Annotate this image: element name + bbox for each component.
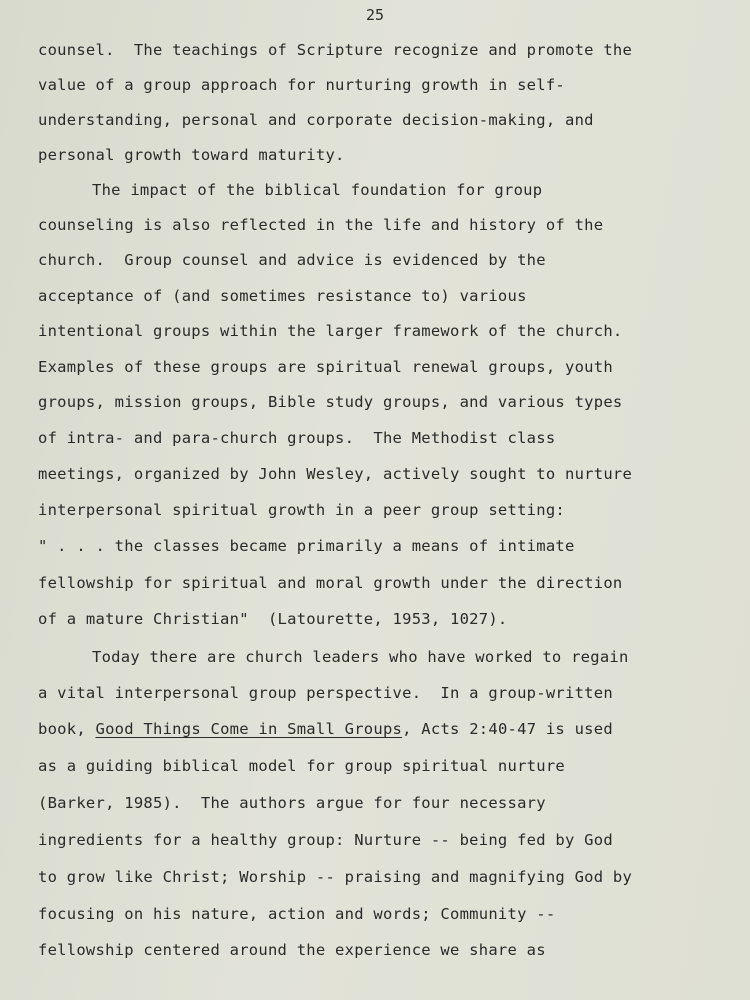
text-line: Examples of these groups are spiritual renewal groups, youth: [38, 358, 613, 376]
text-line: personal growth toward maturity.: [38, 146, 345, 164]
text-line: Today there are church leaders who have worked to regain: [92, 648, 629, 666]
text-line: groups, mission groups, Bible study groups, and various types: [38, 393, 623, 411]
text-line: meetings, organized by John Wesley, actively sought to nurture: [38, 465, 633, 483]
page-number: 25: [365, 6, 385, 24]
text-line: The impact of the biblical foundation for group: [92, 181, 543, 199]
text-line: fellowship centered around the experience we share as: [38, 941, 546, 959]
text-line: [38, 719, 613, 739]
text-segment: , Acts 2:40-47 is used: [402, 720, 613, 738]
text-line: focusing on his nature, action and words; Community --: [38, 905, 556, 923]
text-line: counseling is also reflected in the life and history of the: [38, 216, 604, 234]
text-line: value of a group approach for nurturing growth in self-: [38, 76, 565, 94]
text-line: fellowship for spiritual and moral growth under the direction: [38, 574, 623, 592]
text-line: to grow like Christ; Worship -- praising and magnifying God by: [38, 868, 633, 886]
text-line: of a mature Christian" (Latourette, 1953, 1027).: [38, 610, 508, 628]
text-line: of intra- and para-church groups. The Methodist class: [38, 429, 556, 447]
text-line: counsel. The teachings of Scripture recognize and promote the: [38, 41, 633, 59]
text-line: acceptance of (and sometimes resistance to) various: [38, 287, 527, 305]
text-line: intentional groups within the larger framework of the church.: [38, 322, 623, 340]
text-line: ingredients for a healthy group: Nurture -- being fed by God: [38, 831, 613, 849]
text-line: a vital interpersonal group perspective. In a group-written: [38, 684, 613, 702]
text-line: (Barker, 1985). The authors argue for four necessary: [38, 794, 546, 812]
text-line: church. Group counsel and advice is evidenced by the: [38, 251, 546, 269]
text-segment: book,: [38, 720, 96, 738]
book-title: Good Things Come in Small Groups: [95, 720, 403, 738]
text-line: interpersonal spiritual growth in a peer group setting:: [38, 501, 565, 519]
text-line: " . . . the classes became primarily a means of intimate: [38, 537, 575, 555]
text-line: as a guiding biblical model for group spiritual nurture: [38, 757, 565, 775]
text-line: understanding, personal and corporate decision-making, and: [38, 111, 594, 129]
